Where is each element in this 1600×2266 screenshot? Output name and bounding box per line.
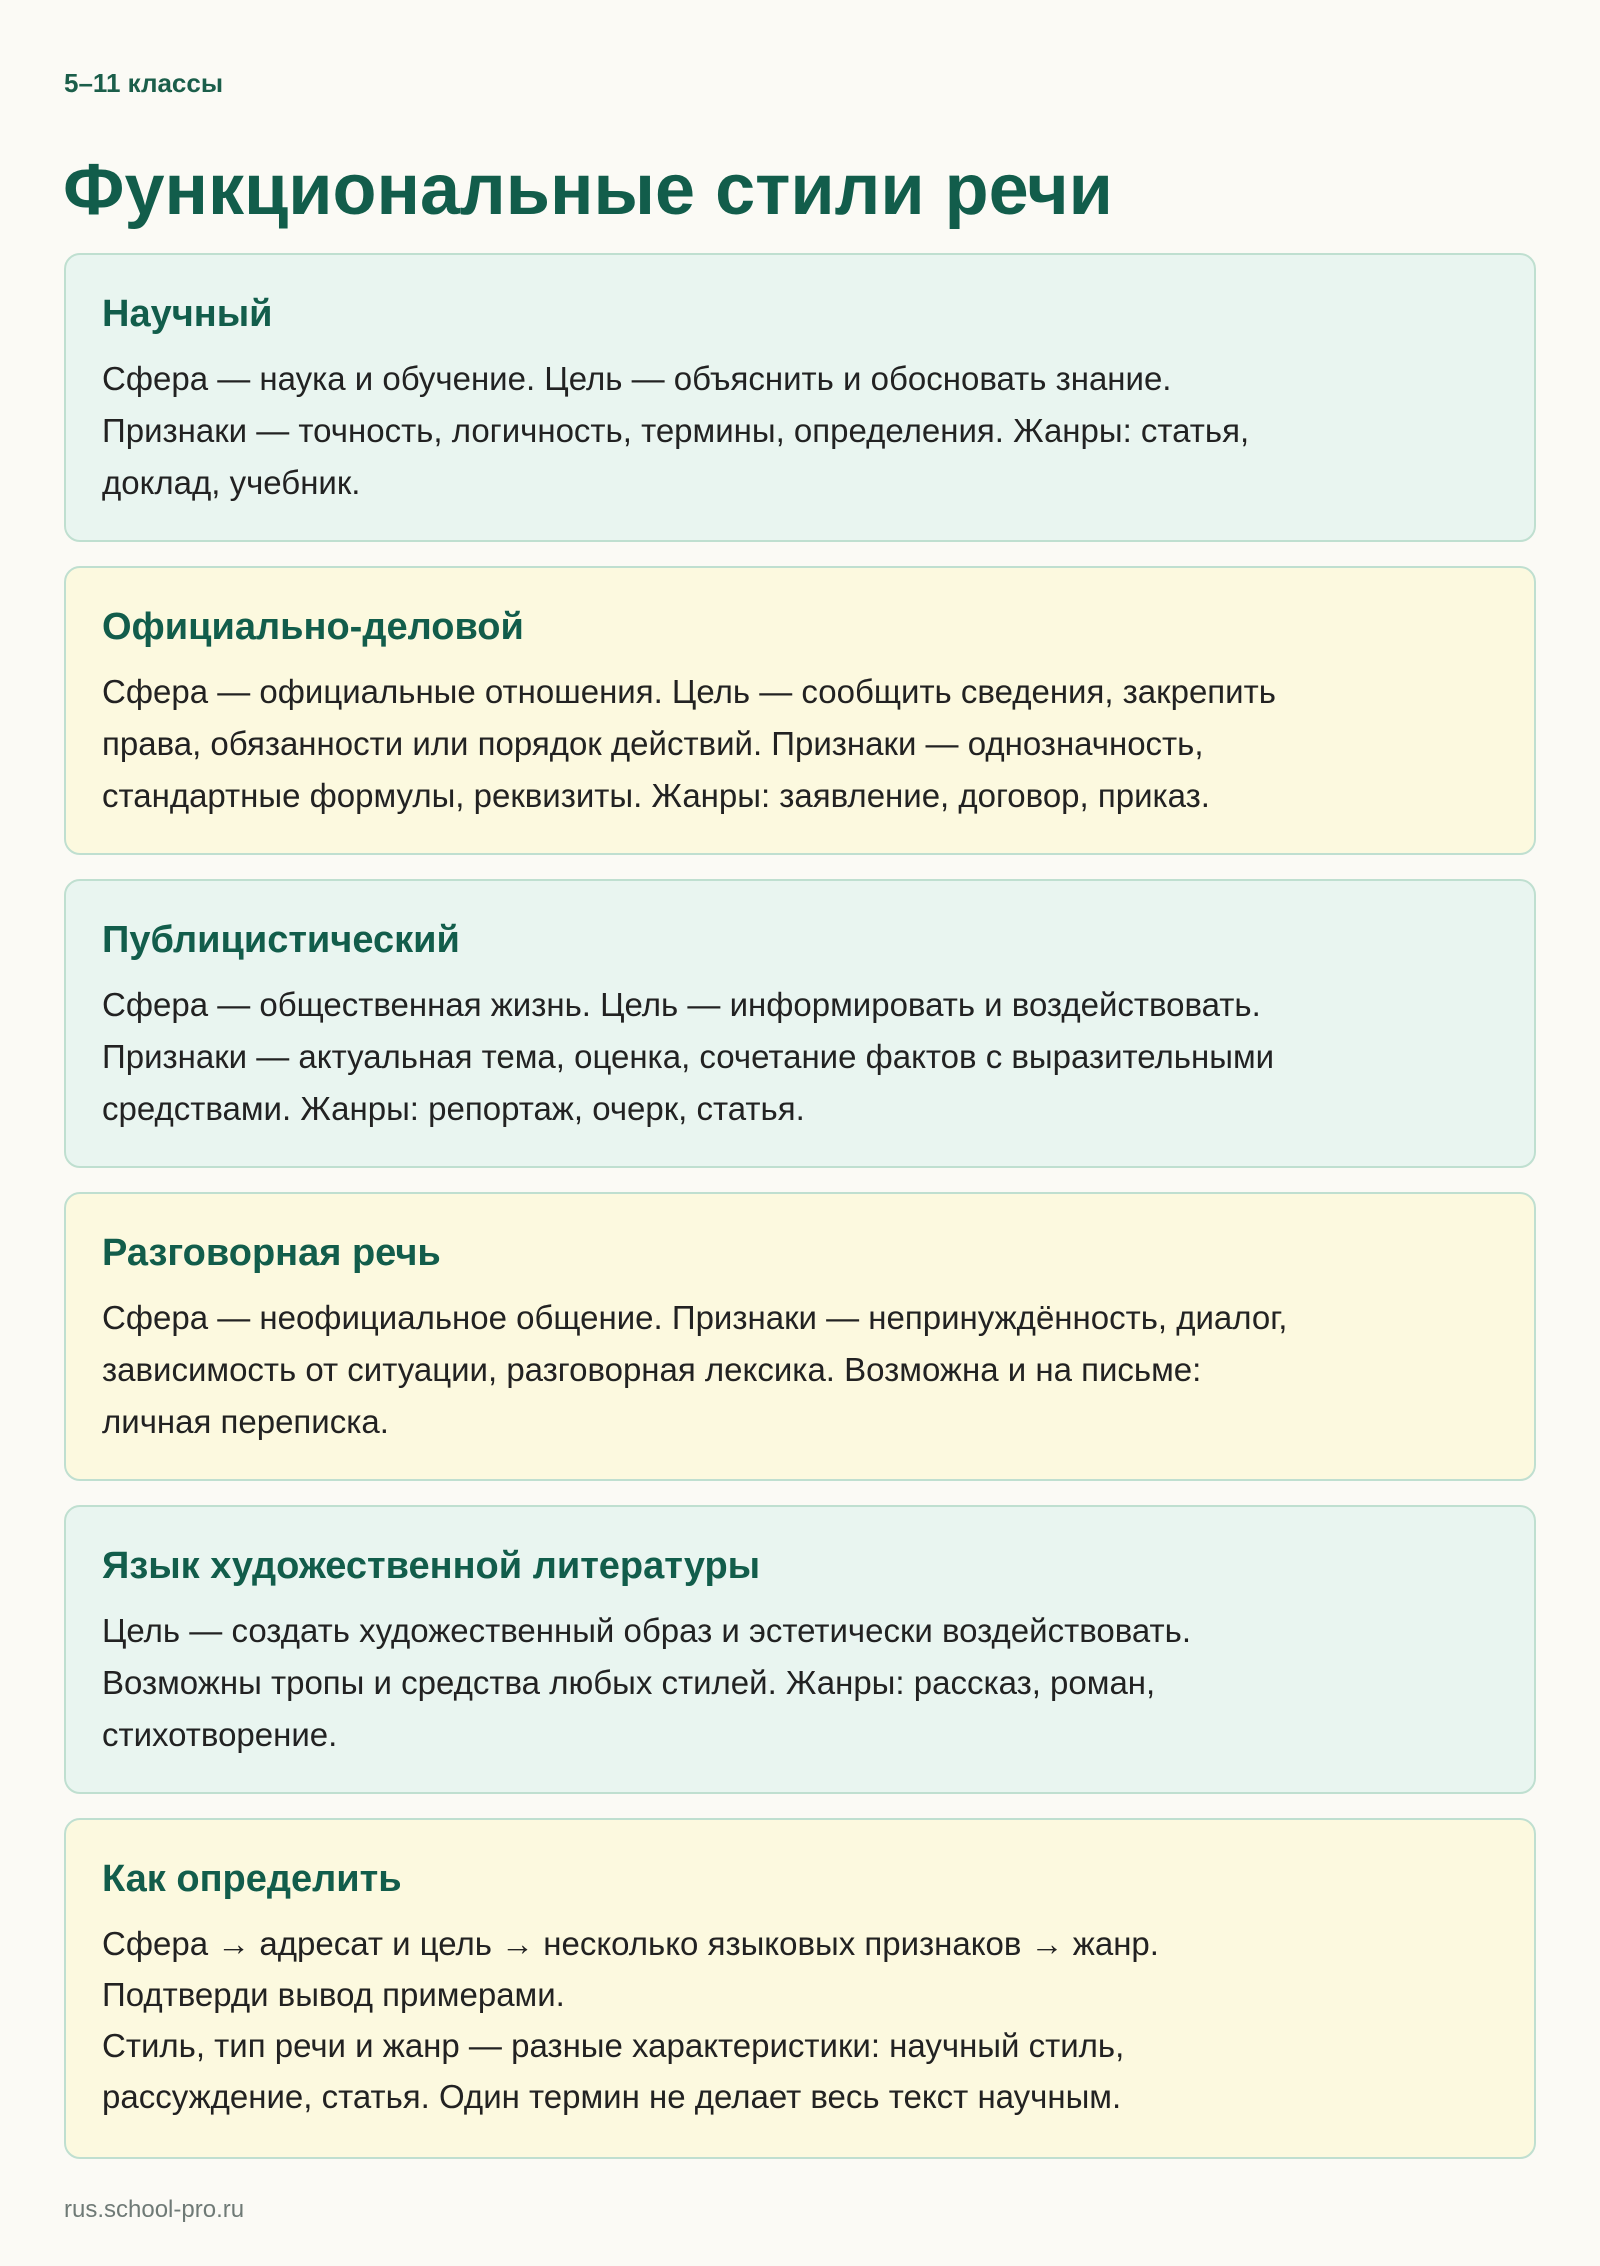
card-text [102,666,1498,822]
grade-label: 5–11 классы [64,68,224,98]
style-cards [64,253,1536,2159]
text-line: стандартные формулы, реквизиты. Жанры: заявление, договор, приказ. [102,777,1210,814]
footer-site: rus.school-pro.ru [64,2196,245,2223]
text-line: Сфера → адресат и цель → несколько языковых признаков → жанр. [102,1925,1159,1962]
text-line: Цель — создать художественный образ и эстетически воздействовать. [102,1612,1191,1649]
card-title: Научный [102,293,273,335]
text-line: зависимость от ситуации, разговорная лексика. Возможна и на письме: [102,1351,1202,1388]
card-text [102,353,1498,509]
text-line: права, обязанности или порядок действий. Признаки — однозначность, [102,725,1204,762]
text-line: Возможны тропы и средства любых стилей. Жанры: рассказ, роман, [102,1664,1156,1701]
card-journalistic [64,879,1536,1168]
text-line: Признаки — актуальная тема, оценка, сочетание фактов с выразительными [102,1038,1275,1075]
text-line: Сфера — общественная жизнь. Цель — информировать и воздействовать. [102,986,1261,1023]
page-title: Функциональные стили речи [63,150,1113,230]
card-colloquial [64,1192,1536,1481]
card-text [102,1605,1498,1761]
text-line: средствами. Жанры: репортаж, очерк, статья. [102,1090,805,1127]
card-title: Официально-деловой [102,606,524,648]
text-line: Сфера — официальные отношения. Цель — сообщить сведения, закрепить [102,673,1276,710]
text-line: Сфера — неофициальное общение. Признаки — непринуждённость, диалог, [102,1299,1288,1336]
text-line: Подтверди вывод примерами. [102,1976,565,2013]
card-official-business [64,566,1536,855]
card-title: Как определить [102,1858,402,1900]
text-line: личная переписка. [102,1403,389,1440]
card-how-to-identify [64,1818,1536,2159]
card-fiction-language [64,1505,1536,1794]
text-line: Сфера — наука и обучение. Цель — объяснить и обосновать знание. [102,360,1172,397]
text-line: рассуждение, статья. Один термин не делает весь текст научным. [102,2078,1122,2115]
card-title: Разговорная речь [102,1232,441,1274]
card-scientific [64,253,1536,542]
card-text [102,1292,1498,1448]
text-line: Признаки — точность, логичность, термины, определения. Жанры: статья, [102,412,1250,449]
card-title: Язык художественной литературы [102,1545,761,1587]
text-line: стихотворение. [102,1716,338,1753]
card-text [102,979,1498,1135]
text-line: Стиль, тип речи и жанр — разные характеристики: научный стиль, [102,2027,1125,2064]
card-text [102,1918,1498,2122]
card-title: Публицистический [102,919,460,961]
text-line: доклад, учебник. [102,464,361,501]
